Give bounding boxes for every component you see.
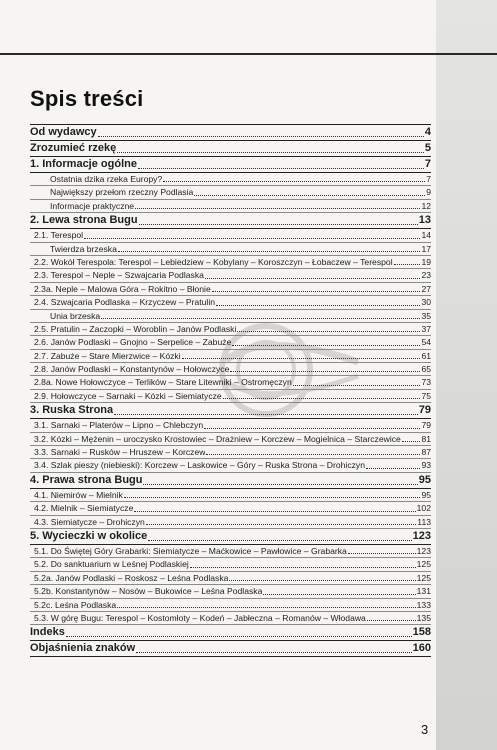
toc-entry-page: 27 (421, 283, 431, 294)
toc-section (30, 641, 431, 657)
toc-entry-label: 4.2. Mielnik – Siemiatycze (34, 503, 134, 514)
leader-dots (117, 152, 424, 153)
toc-entry-page: 131 (416, 586, 431, 597)
toc-entry-label: 3.1. Sarnaki – Platerów – Lipno – Chlebczyn (34, 420, 204, 431)
toc-entry-page: 95 (418, 473, 431, 486)
toc-entry-page: 7 (426, 174, 431, 184)
toc-entry (30, 585, 431, 598)
toc-entry (30, 376, 431, 389)
toc-entry-page: 73 (421, 377, 431, 388)
toc-entry-page: 23 (421, 270, 431, 281)
leader-dots (212, 291, 421, 292)
toc-entry-label: Największy przełom rzeczny Podlasia (50, 187, 194, 198)
toc-entry (30, 256, 431, 269)
toc-entry (30, 446, 431, 459)
leader-dots (229, 580, 415, 581)
leader-dots (143, 484, 417, 485)
toc-entry-label: Od wydawcy (30, 126, 97, 138)
leader-dots (84, 238, 420, 239)
toc-entry-label: 5.2a. Janów Podlaski – Roskosz – Leśna Podlaska (34, 572, 229, 583)
leader-dots (232, 345, 420, 346)
toc-entry-label: 5.2b. Konstantynów – Nosów – Bukowice – Leśna Podlaska (34, 586, 263, 597)
toc-section (30, 473, 431, 489)
toc-entry (30, 229, 431, 242)
toc-entry-page: 158 (412, 626, 431, 639)
toc-entry-page: 123 (412, 529, 431, 542)
toc-entry-label: 2.3. Terespol – Neple – Szwajcaria Podlaska (34, 270, 204, 281)
toc-entry (30, 323, 431, 336)
toc-entry-page: 125 (416, 559, 431, 570)
toc-entry-label: 3.4. Szlak pieszy (niebieski): Korczew – Laskowice – Góry – Ruska Strona – Drohiczyn (34, 460, 365, 471)
toc-entry-label: 5.2. Do sanktuarium w Leśnej Podlaskiej (34, 559, 189, 570)
toc-entry-label: 5. Wycieczki w okolice (30, 529, 148, 542)
leader-dots (182, 358, 421, 359)
toc-entry-page: 7 (424, 158, 431, 170)
toc-entry (30, 516, 431, 529)
toc-entry-label: 4.1. Niemirów – Mielnik (34, 489, 123, 500)
leader-dots (402, 441, 421, 442)
toc-entry (30, 243, 431, 256)
toc-entry-page: 65 (421, 364, 431, 375)
toc-entry-label: 5.1. Do Świętej Góry Grabarki: Siemiatycze – Maćkowice – Pawłowice – Grabarka (34, 545, 347, 556)
toc-entry-page: 87 (421, 447, 431, 458)
toc-entry (30, 502, 431, 515)
toc-entry-page: 75 (421, 390, 431, 401)
leader-dots (139, 224, 418, 225)
toc-entry-label: Ostatnia dzika rzeka Europy? (50, 174, 163, 184)
toc-entry (30, 186, 431, 199)
toc-entry-label: Zrozumieć rzekę (30, 142, 117, 154)
toc-entry-page: 30 (421, 297, 431, 308)
toc-entry (30, 336, 431, 349)
toc-entry (30, 459, 431, 472)
header-rule (0, 53, 497, 55)
toc-entry-page: 125 (416, 572, 431, 583)
toc-entry-label: 3.2. Kózki – Mężenin – uroczysko Krostowiec – Drażniew – Korczew – Mogielnica – Starczewice (34, 433, 401, 444)
toc-entry-label: 2. Lewa strona Bugu (30, 214, 138, 227)
toc-entry-page: 14 (421, 230, 431, 241)
toc-entry-page: 9 (426, 187, 431, 198)
toc-entry (30, 612, 431, 625)
toc-entry-label: Twierdza brzeska (50, 243, 117, 254)
toc-entry-label: 4.3. Siemiatycze – Drohiczyn (34, 516, 145, 527)
leader-dots (117, 607, 415, 608)
toc-entry (30, 433, 431, 446)
leader-dots (204, 428, 420, 429)
leader-dots (146, 524, 416, 525)
toc-entry (30, 558, 431, 571)
toc-entry-page: 102 (416, 503, 431, 514)
page-title: Spis treści (30, 86, 144, 111)
toc-section (30, 213, 431, 229)
toc-entry (30, 350, 431, 363)
toc-section (30, 141, 431, 157)
leader-dots (206, 454, 420, 455)
leader-dots (366, 468, 420, 469)
leader-dots (135, 208, 420, 209)
leader-dots (136, 652, 412, 653)
leader-dots (293, 385, 421, 386)
toc-entry (30, 545, 431, 558)
toc-entry-page: 35 (421, 310, 431, 321)
toc-entry (30, 599, 431, 612)
toc-entry (30, 489, 431, 502)
toc-entry-page: 19 (421, 256, 431, 267)
toc-entry (30, 269, 431, 282)
toc-entry-label: 2.4. Szwajcaria Podlaska – Krzyczew – Pratulin (34, 297, 216, 308)
toc-entry-label: 5.2c. Leśna Podlaska (34, 599, 117, 610)
toc-entry-page: 135 (416, 612, 431, 623)
toc-entry-page: 79 (421, 420, 431, 431)
leader-dots (138, 168, 424, 169)
toc-entry (30, 173, 431, 186)
leader-dots (223, 398, 421, 399)
toc-entry (30, 283, 431, 296)
toc-entry (30, 572, 431, 585)
toc-entry-label: 2.5. Pratulin – Zaczopki – Woroblin – Janów Podlaski (34, 323, 237, 334)
toc-section (30, 403, 431, 419)
leader-dots (237, 331, 420, 332)
toc-entry-page: 61 (421, 350, 431, 361)
leader-dots (98, 136, 424, 137)
leader-dots (134, 511, 415, 512)
toc-entry-label: 3.3. Sarnaki – Rusków – Hruszew – Korczew (34, 447, 206, 458)
toc-entry-page: 160 (412, 642, 431, 655)
page-number: 3 (421, 722, 429, 737)
toc-entry-page: 5 (424, 142, 431, 154)
toc-entry-page: 79 (418, 404, 431, 417)
leader-dots (348, 553, 416, 554)
toc-entry-label: Objaśnienia znaków (30, 642, 136, 655)
toc-entry-page: 17 (421, 243, 431, 254)
toc-entry-label: 2.8. Janów Podlaski – Konstantynów – Hołowczyce (34, 364, 230, 375)
toc-entry (30, 200, 431, 213)
toc-entry (30, 310, 431, 323)
toc-entry-label: 2.9. Hołowczyce – Sarnaki – Kózki – Siemiatycze (34, 390, 222, 401)
toc-entry-label: 2.1. Terespol (34, 230, 84, 241)
leader-dots (216, 305, 420, 306)
toc-entry-label: 1. Informacje ogólne (30, 158, 137, 170)
toc-entry-page: 95 (421, 489, 431, 500)
toc-section (30, 124, 431, 141)
toc-entry-page: 12 (421, 200, 431, 211)
table-of-contents (30, 124, 431, 657)
leader-dots (367, 620, 416, 621)
leader-dots (101, 318, 420, 319)
toc-entry-label: 4. Prawa strona Bugu (30, 473, 143, 486)
leader-dots (230, 371, 420, 372)
leader-dots (114, 414, 418, 415)
toc-entry-page: 13 (418, 214, 431, 227)
toc-entry-label: 2.8a. Nowe Hołowczyce – Terlików – Stare Litewniki – Ostromęczyn (34, 377, 292, 388)
toc-entry-label: 3. Ruska Strona (30, 404, 114, 417)
toc-entry-page: 113 (417, 516, 431, 527)
toc-section (30, 529, 431, 545)
leader-dots (163, 181, 425, 182)
toc-entry-label: 2.3a. Neple – Malowa Góra – Rokitno – Błonie (34, 283, 211, 294)
toc-entry-label: 2.2. Wokół Terespola: Terespol – Lebiedziew – Kobylany – Koroszczyn – Łobaczew – Terespol (34, 256, 393, 267)
leader-dots (118, 251, 421, 252)
toc-entry-page: 123 (416, 545, 431, 556)
leader-dots (148, 540, 411, 541)
toc-section (30, 625, 431, 641)
leader-dots (66, 636, 412, 637)
leader-dots (194, 195, 425, 196)
toc-entry-label: Informacje praktyczne (50, 200, 135, 211)
toc-entry-page: 133 (416, 599, 431, 610)
leader-dots (190, 567, 416, 568)
toc-entry-page: 81 (421, 433, 431, 444)
page-edge (436, 0, 497, 750)
toc-entry-page: 54 (421, 337, 431, 348)
toc-entry-label: 5.3. W górę Bugu: Terespol – Kostomłoty – Kodeń – Jabłeczna – Romanów – Włodawa (34, 612, 366, 623)
toc-entry (30, 419, 431, 432)
toc-entry (30, 390, 431, 403)
leader-dots (394, 264, 421, 265)
leader-dots (205, 278, 421, 279)
leader-dots (124, 497, 421, 498)
toc-entry (30, 363, 431, 376)
toc-entry-label: 2.7. Zabuże – Stare Mierzwice – Kózki (34, 350, 181, 361)
leader-dots (263, 594, 415, 595)
toc-entry-label: 2.6. Janów Podlaski – Gnojno – Serpelice – Zabuże (34, 337, 232, 348)
toc-entry-page: 37 (421, 323, 431, 334)
toc-entry-label: Unia brzeska (50, 310, 101, 321)
toc-entry-label: Indeks (30, 626, 65, 639)
toc-entry (30, 296, 431, 309)
toc-section (30, 157, 431, 173)
toc-entry-page: 4 (424, 126, 431, 138)
toc-entry-page: 93 (421, 460, 431, 471)
